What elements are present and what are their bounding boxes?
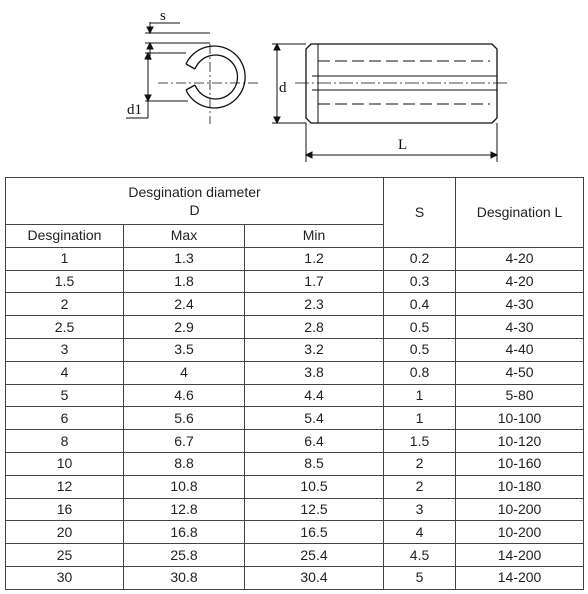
cell-length: 14-200: [456, 544, 584, 567]
cell-max: 12.8: [124, 498, 245, 521]
d-dimension: [272, 44, 306, 123]
cell-length: 4-50: [456, 361, 584, 384]
table-row: [6, 361, 584, 384]
cell-s: 5: [384, 566, 456, 589]
cell-min: 3.2: [245, 338, 384, 361]
cell-min: 12.5: [245, 498, 384, 521]
table-row: [6, 316, 584, 339]
cell-length: 4-20: [456, 270, 584, 293]
subheader-designation: Desgination: [6, 225, 124, 248]
spec-table: [5, 177, 584, 590]
cell-max: 6.7: [124, 430, 245, 453]
cell-s: 0.2: [384, 247, 456, 270]
cell-min: 5.4: [245, 407, 384, 430]
cell-length: 10-120: [456, 430, 584, 453]
cell-min: 1.7: [245, 270, 384, 293]
cell-min: 2.8: [245, 316, 384, 339]
cell-max: 30.8: [124, 566, 245, 589]
cell-min: 10.5: [245, 475, 384, 498]
cell-length: 10-100: [456, 407, 584, 430]
cell-min: 1.2: [245, 247, 384, 270]
cell-length: 4-40: [456, 338, 584, 361]
cell-min: 25.4: [245, 544, 384, 567]
cell-s: 0.3: [384, 270, 456, 293]
table-row: [6, 498, 584, 521]
cell-min: 30.4: [245, 566, 384, 589]
table-row: [6, 475, 584, 498]
cell-max: 5.6: [124, 407, 245, 430]
cell-designation: 3: [6, 338, 124, 361]
cell-min: 8.5: [245, 452, 384, 475]
cell-designation: 30: [6, 566, 124, 589]
subheader-min: Min: [245, 225, 384, 248]
cell-min: 2.3: [245, 293, 384, 316]
cell-designation: 1.5: [6, 270, 124, 293]
table-row: [6, 384, 584, 407]
cell-s: 4.5: [384, 544, 456, 567]
cell-designation: 4: [6, 361, 124, 384]
cell-min: 3.8: [245, 361, 384, 384]
header-row: [6, 178, 584, 225]
cell-min: 16.5: [245, 521, 384, 544]
cell-designation: 6: [6, 407, 124, 430]
label-d1: d1: [127, 102, 142, 118]
cell-min: 6.4: [245, 430, 384, 453]
cell-s: 0.5: [384, 316, 456, 339]
cell-s: 0.5: [384, 338, 456, 361]
table-row: [6, 270, 584, 293]
cell-length: 4-30: [456, 293, 584, 316]
cell-max: 2.9: [124, 316, 245, 339]
table-row: [6, 247, 584, 270]
cell-s: 2: [384, 475, 456, 498]
cell-max: 25.8: [124, 544, 245, 567]
cell-s: 1.5: [384, 430, 456, 453]
header-l: Desgination L: [456, 178, 584, 248]
label-s: s: [160, 8, 166, 24]
label-d: d: [279, 80, 287, 96]
cell-max: 4.6: [124, 384, 245, 407]
cell-max: 10.8: [124, 475, 245, 498]
cell-s: 0.8: [384, 361, 456, 384]
cell-designation: 16: [6, 498, 124, 521]
cell-max: 3.5: [124, 338, 245, 361]
cell-s: 0.4: [384, 293, 456, 316]
table-row: [6, 521, 584, 544]
table-row: [6, 430, 584, 453]
table-row: [6, 452, 584, 475]
cell-s: 4: [384, 521, 456, 544]
cell-designation: 8: [6, 430, 124, 453]
table-row: [6, 566, 584, 589]
header-s: S: [384, 178, 456, 248]
subheader-max: Max: [124, 225, 245, 248]
table-row: [6, 293, 584, 316]
cell-min: 4.4: [245, 384, 384, 407]
cell-max: 1.8: [124, 270, 245, 293]
cell-max: 8.8: [124, 452, 245, 475]
table-row: [6, 544, 584, 567]
header-diameter: Desgination diameter D: [6, 178, 384, 225]
cell-length: 10-200: [456, 521, 584, 544]
cell-length: 4-30: [456, 316, 584, 339]
cell-designation: 1: [6, 247, 124, 270]
pin-drawing: [0, 0, 588, 176]
cell-designation: 2.5: [6, 316, 124, 339]
side-view: [295, 44, 507, 123]
cell-max: 4: [124, 361, 245, 384]
table-row: [6, 407, 584, 430]
end-view: [158, 44, 258, 124]
cell-designation: 12: [6, 475, 124, 498]
cell-s: 1: [384, 384, 456, 407]
s-dimension: [145, 22, 210, 60]
cell-length: 14-200: [456, 566, 584, 589]
table-body: [6, 247, 584, 589]
cell-length: 10-180: [456, 475, 584, 498]
cell-designation: 2: [6, 293, 124, 316]
cell-s: 3: [384, 498, 456, 521]
table-row: [6, 338, 584, 361]
label-L: L: [398, 137, 408, 153]
cell-designation: 5: [6, 384, 124, 407]
cell-length: 10-200: [456, 498, 584, 521]
cell-length: 10-160: [456, 452, 584, 475]
cell-designation: 20: [6, 521, 124, 544]
cell-max: 1.3: [124, 247, 245, 270]
cell-s: 1: [384, 407, 456, 430]
cell-designation: 25: [6, 544, 124, 567]
cell-s: 2: [384, 452, 456, 475]
cell-max: 16.8: [124, 521, 245, 544]
cell-length: 4-20: [456, 247, 584, 270]
cell-max: 2.4: [124, 293, 245, 316]
cell-designation: 10: [6, 452, 124, 475]
cell-length: 5-80: [456, 384, 584, 407]
